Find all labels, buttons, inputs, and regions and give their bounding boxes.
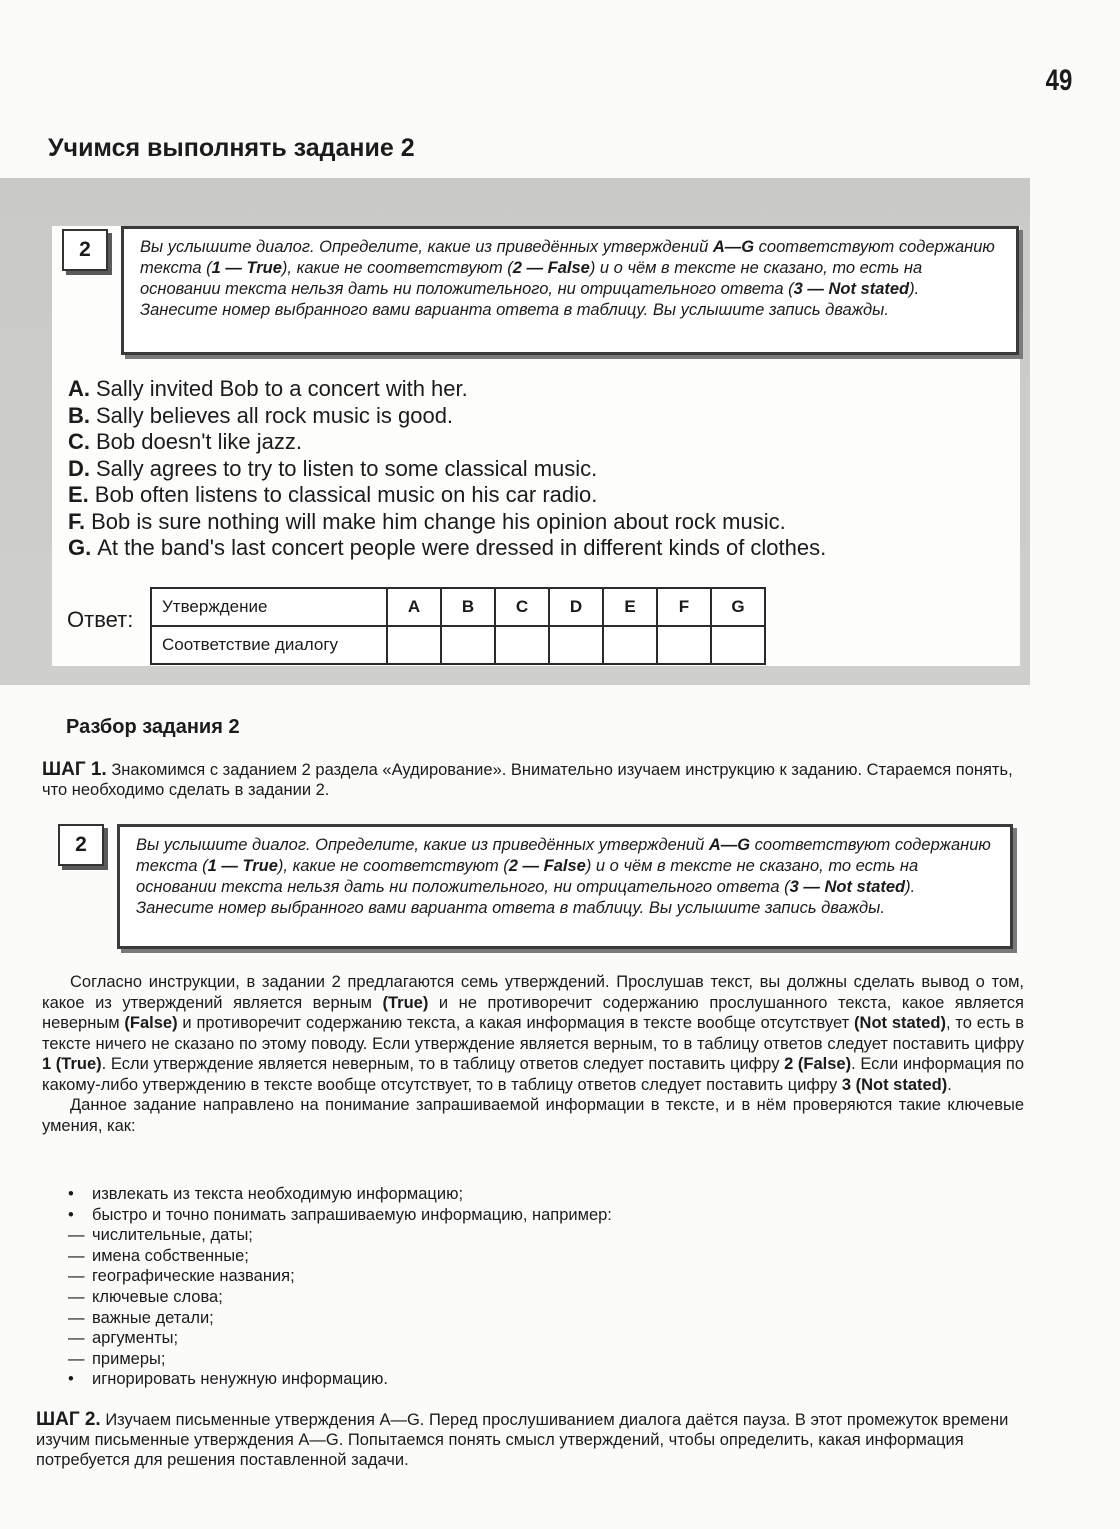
text-segment: 3 — Not stated bbox=[789, 878, 906, 896]
skill-text: географические названия; bbox=[92, 1267, 295, 1286]
skill-item bbox=[68, 1328, 612, 1349]
skill-item bbox=[68, 1205, 612, 1226]
skill-text: имена собственные; bbox=[92, 1246, 249, 1265]
skill-item bbox=[68, 1308, 612, 1329]
skill-marker: — bbox=[68, 1226, 85, 1245]
text-segment: 3 (Not stated) bbox=[841, 1075, 948, 1094]
text-segment: . Если утверждение является неверным, то в таблицу ответов следует поставить цифру bbox=[101, 1055, 785, 1073]
skill-text: аргументы; bbox=[92, 1329, 179, 1348]
statement-text: Bob doesn't like jazz. bbox=[96, 429, 302, 454]
statement-letter: E. bbox=[68, 482, 89, 507]
analysis-paragraph-1 bbox=[42, 972, 1024, 1095]
text-segment: 1 — True bbox=[211, 259, 282, 277]
answer-input-row bbox=[151, 626, 765, 664]
skill-text: важные детали; bbox=[92, 1308, 214, 1327]
answer-cell[interactable] bbox=[657, 626, 711, 664]
skill-item bbox=[68, 1266, 612, 1287]
text-segment: (Not stated) bbox=[854, 1014, 946, 1032]
text-segment: ) и о чём в тексте не сказано, то есть на основании текста нельзя дать ни положительного, ни отрицательного ответа ( bbox=[136, 857, 919, 896]
task-number-badge: 2 bbox=[62, 229, 108, 271]
answer-column-header: D bbox=[549, 588, 603, 626]
statement-text: At the band's last concert people were dressed in different kinds of clothes. bbox=[97, 535, 827, 560]
skill-item bbox=[68, 1349, 612, 1370]
text-segment: ), какие не соответствуют ( bbox=[277, 857, 509, 875]
statement-item bbox=[68, 482, 826, 509]
answer-cell[interactable] bbox=[549, 626, 603, 664]
statement-letter: B. bbox=[68, 402, 90, 428]
answer-column-header: A bbox=[387, 588, 441, 626]
statement-text: Sally invited Bob to a concert with her. bbox=[96, 376, 468, 401]
skill-item bbox=[68, 1369, 612, 1390]
answer-table bbox=[150, 587, 766, 665]
statement-letter: D. bbox=[68, 455, 90, 481]
task-instruction-box-2 bbox=[117, 824, 1013, 949]
answer-column-header: C bbox=[495, 588, 549, 626]
analysis-title: Разбор задания 2 bbox=[66, 716, 240, 738]
answer-cell[interactable] bbox=[711, 626, 765, 664]
text-segment: и противоречит содержанию текста, а какая информация в тексте вообще отсутствует bbox=[177, 1014, 855, 1032]
skill-marker: • bbox=[68, 1205, 74, 1224]
section-title: Учимся выполнять задание 2 bbox=[48, 134, 415, 162]
answer-cell[interactable] bbox=[495, 626, 549, 664]
answer-column-header: F bbox=[657, 588, 711, 626]
step2-label: ШАГ 2. bbox=[36, 1409, 101, 1430]
statement-item bbox=[68, 535, 826, 562]
skill-marker: — bbox=[68, 1246, 85, 1265]
skill-item bbox=[68, 1287, 612, 1308]
text-segment: 2 — False bbox=[512, 259, 590, 277]
skill-item bbox=[68, 1225, 612, 1246]
skill-marker: — bbox=[68, 1349, 85, 1368]
skill-marker: — bbox=[68, 1308, 85, 1327]
skill-text: ключевые слова; bbox=[92, 1287, 223, 1306]
step1-text: Знакомимся с заданием 2 раздела «Аудирование». Внимательно изучаем инструкцию к заданию. Стараемся понять, что необходимо сделать в задании 2. bbox=[42, 761, 1013, 799]
step1-block bbox=[42, 760, 1024, 800]
page-number: 49 bbox=[1045, 64, 1072, 97]
text-segment: Вы услышите диалог. Определите, какие из приведённых утверждений bbox=[140, 238, 713, 256]
answer-column-header: B bbox=[441, 588, 495, 626]
statement-text: Bob often listens to classical music on his car radio. bbox=[94, 482, 598, 507]
statement-letter: A. bbox=[68, 376, 90, 401]
answer-column-header: G bbox=[711, 588, 765, 626]
skill-marker: • bbox=[68, 1185, 74, 1203]
text-segment: 3 — Not stated bbox=[793, 280, 910, 298]
skill-text: числительные, даты; bbox=[92, 1226, 253, 1245]
analysis-body bbox=[42, 972, 1024, 1136]
skill-text: игнорировать ненужную информацию. bbox=[92, 1370, 389, 1389]
step1-label: ШАГ 1. bbox=[42, 759, 107, 780]
text-segment: A—G bbox=[712, 238, 755, 256]
skill-marker: • bbox=[68, 1370, 74, 1389]
answer-cell[interactable] bbox=[603, 626, 657, 664]
text-segment: и не противоречит содержанию прослушанного текста, какое является неверным bbox=[42, 993, 1024, 1032]
text-segment: 1 — True bbox=[207, 857, 278, 875]
text-segment: 1 (True) bbox=[42, 1055, 102, 1073]
answer-column-header: E bbox=[603, 588, 657, 626]
task-instruction-box bbox=[121, 226, 1019, 355]
answer-cell[interactable] bbox=[441, 626, 495, 664]
step2-block bbox=[36, 1410, 1024, 1470]
text-segment: A—G bbox=[708, 836, 751, 854]
skill-text: примеры; bbox=[92, 1349, 166, 1368]
text-segment: соответствуют содержанию текста ( bbox=[136, 836, 991, 875]
task-number-badge-2: 2 bbox=[58, 824, 104, 866]
statement-letter: C. bbox=[68, 429, 90, 454]
text-segment: ), какие не соответствуют ( bbox=[281, 259, 513, 277]
step2-text: Изучаем письменные утверждения A—G. Перед прослушиванием диалога даётся пауза. В этот промежуток времени изучим письменные утверждения A—G. Попытаемся понять смысл утверждений, чтобы определить, какая информация потребуется для решения поставленной задачи. bbox=[36, 1411, 1009, 1469]
skill-text: быстро и точно понимать запрашиваемую информацию, например: bbox=[92, 1205, 612, 1224]
statement-text: Bob is sure nothing will make him change his opinion about rock music. bbox=[91, 508, 786, 534]
text-segment: соответствуют содержанию текста ( bbox=[140, 238, 995, 277]
skill-marker: — bbox=[68, 1267, 85, 1286]
text-segment: (False) bbox=[124, 1014, 178, 1032]
skill-marker: — bbox=[68, 1329, 85, 1348]
statement-item bbox=[68, 403, 826, 430]
text-segment: ) и о чём в тексте не сказано, то есть на основании текста нельзя дать ни положительного, ни отрицательного ответа ( bbox=[140, 259, 923, 298]
statement-text: Sally agrees to try to listen to some classical music. bbox=[96, 455, 598, 481]
text-segment: . bbox=[947, 1075, 952, 1094]
statement-letter: F. bbox=[68, 508, 86, 534]
statement-item bbox=[68, 376, 826, 403]
skills-list bbox=[68, 1184, 612, 1390]
skill-item bbox=[68, 1246, 612, 1267]
answer-row-label-statement: Утверждение bbox=[151, 588, 387, 626]
text-segment: Согласно инструкции, в задании 2 предлагаются семь утверждений. Прослушав текст, вы должны сделать вывод о том, какое из утверждений является верным bbox=[42, 973, 1024, 1012]
text-segment: ). Занесите номер выбранного вами варианта ответа в таблицу. Вы услышите запись дважды. bbox=[140, 280, 920, 319]
answer-header-row bbox=[151, 588, 765, 626]
statement-item bbox=[68, 509, 826, 536]
skill-item bbox=[68, 1184, 612, 1205]
skill-text: извлекать из текста необходимую информацию; bbox=[92, 1185, 464, 1203]
skill-marker: — bbox=[68, 1287, 85, 1306]
text-segment: , то есть в тексте ничего не сказано по этому поводу. Если утверждение является верным, то в таблицу ответов следует поставить цифру bbox=[42, 1014, 1024, 1053]
analysis-paragraph-2: Данное задание направлено на понимание запрашиваемой информации в тексте, и в нём проверяются такие ключевые умения, как: bbox=[42, 1096, 1024, 1135]
text-segment: . Если информация по какому-либо утверждению в тексте вообще отсутствует, то в таблицу ответов следует поставить цифру bbox=[42, 1055, 1024, 1094]
text-segment: Вы услышите диалог. Определите, какие из приведённых утверждений bbox=[136, 836, 709, 854]
answer-label: Ответ: bbox=[67, 607, 134, 632]
statement-item bbox=[68, 456, 826, 483]
answer-row-label-match: Соответствие диалогу bbox=[151, 626, 387, 664]
statements-list bbox=[68, 376, 826, 562]
text-segment: (True) bbox=[382, 993, 429, 1012]
statement-letter: G. bbox=[68, 535, 92, 560]
text-segment: 2 (False) bbox=[784, 1055, 852, 1073]
text-segment: ). Занесите номер выбранного вами варианта ответа в таблицу. Вы услышите запись дважды. bbox=[136, 878, 916, 917]
statement-text: Sally believes all rock music is good. bbox=[96, 402, 454, 428]
text-segment: 2 — False bbox=[508, 857, 586, 875]
statement-item bbox=[68, 429, 826, 456]
answer-cell[interactable] bbox=[387, 626, 441, 664]
